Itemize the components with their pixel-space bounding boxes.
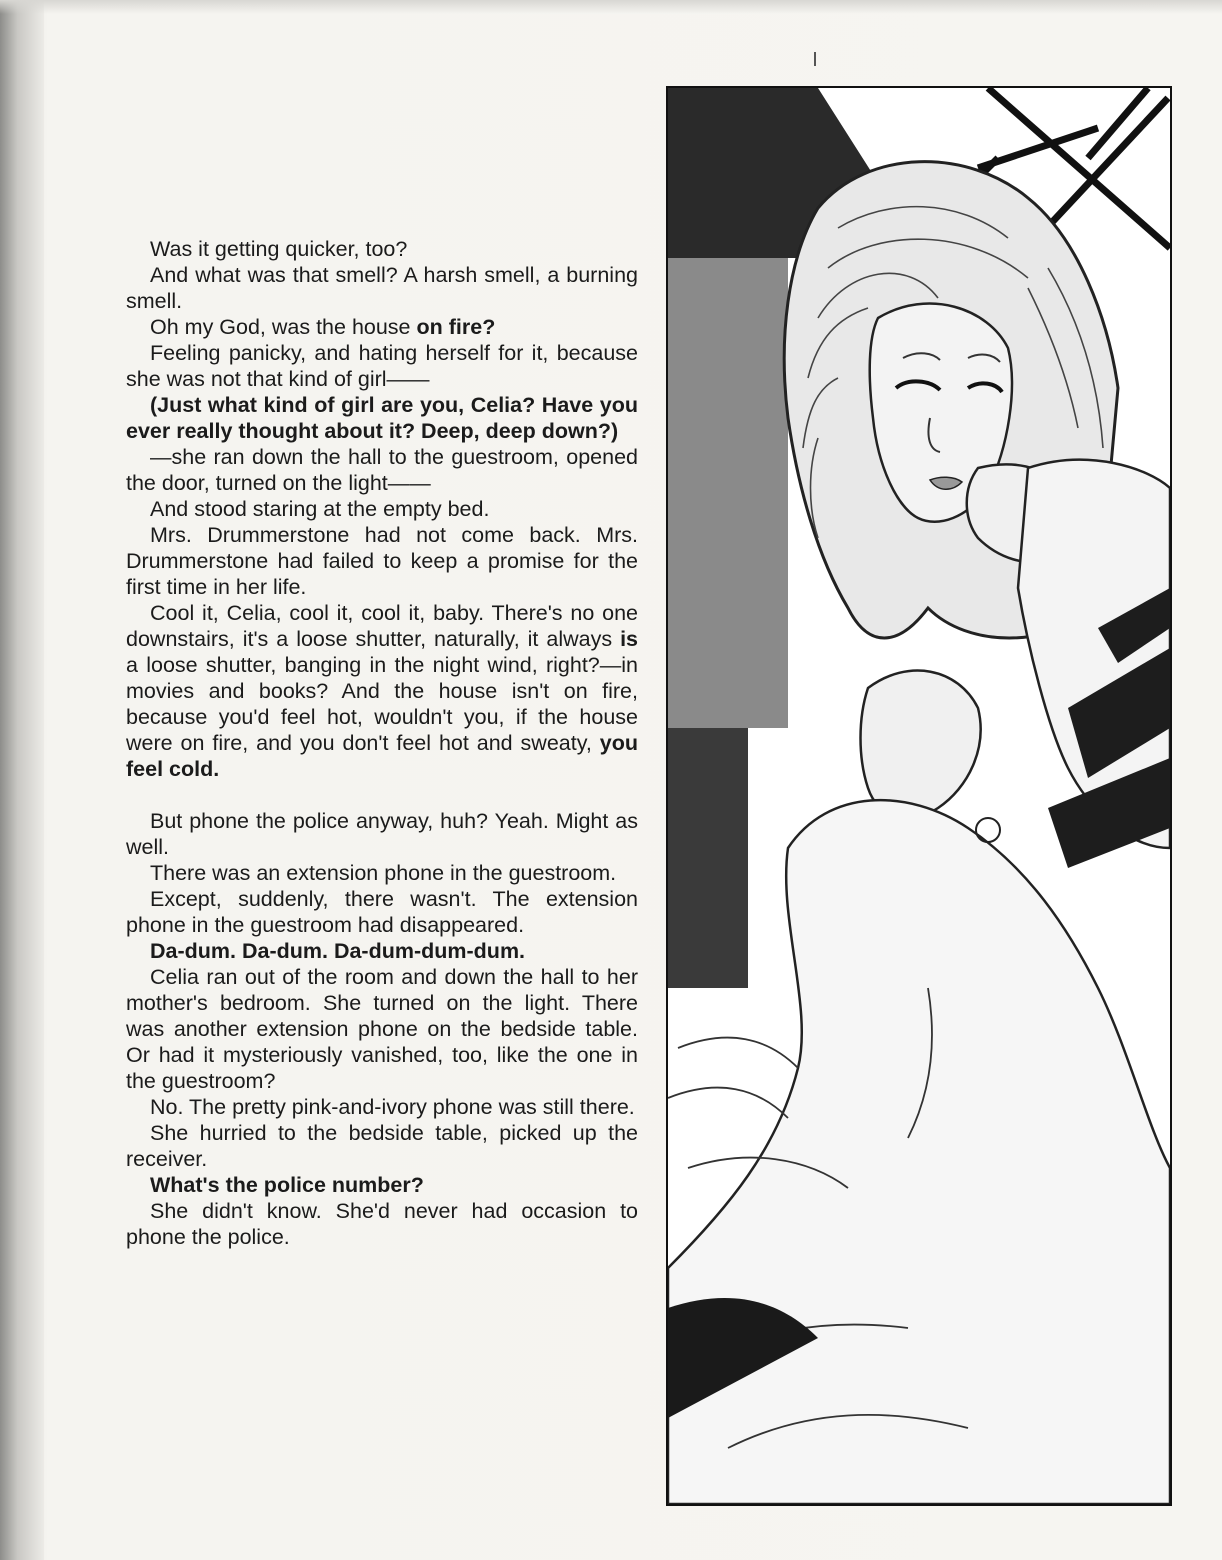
body-text: Was it getting quicker, too? <box>150 237 408 261</box>
story-text-column <box>126 236 638 1250</box>
body-text: And stood staring at the empty bed. <box>150 497 490 521</box>
story-paragraph <box>126 964 638 1094</box>
story-paragraph <box>126 522 638 600</box>
body-text: Feeling panicky, and hating herself for it, because she was not that kind of girl—— <box>126 341 638 391</box>
body-text: She didn't know. She'd never had occasion to phone the police. <box>126 1199 638 1249</box>
body-text: Mrs. Drummerstone had not come back. Mrs. Drummerstone had failed to keep a promise for the first time in her life. <box>126 523 638 599</box>
story-paragraph <box>126 314 638 340</box>
emphasis-text: is <box>620 627 638 651</box>
illustration-drawing <box>668 88 1170 1504</box>
story-paragraph <box>126 262 638 314</box>
body-text: No. The pretty pink-and-ivory phone was still there. <box>150 1095 635 1119</box>
body-text: Cool it, Celia, cool it, cool it, baby. There's no one downstairs, it's a loose shutter, naturally, it always <box>126 601 638 651</box>
story-paragraph <box>126 496 638 522</box>
page-top-edge <box>0 0 1222 14</box>
body-text: Except, suddenly, there wasn't. The extension phone in the guestroom had disappeared. <box>126 887 638 937</box>
emphasis-text: on fire? <box>416 315 496 339</box>
story-paragraph <box>126 600 638 782</box>
body-text: There was an extension phone in the guestroom. <box>150 861 617 885</box>
body-text: a loose shutter, banging in the night wind, right?—in movies and books? And the house isn't on fire, because you'd feel hot, wouldn't you, if the house were on fire, and you don't feel hot and sweaty, <box>126 653 638 755</box>
body-text: —she ran down the hall to the guestroom, opened the door, turned on the light—— <box>126 445 638 495</box>
body-text: But phone the police anyway, huh? Yeah. Might as well. <box>126 809 638 859</box>
story-paragraph <box>126 1198 638 1250</box>
story-paragraph <box>126 340 638 392</box>
story-paragraph <box>126 444 638 496</box>
story-paragraph <box>126 938 638 964</box>
emphasis-text: What's the police number? <box>150 1173 424 1197</box>
story-paragraph <box>126 392 638 444</box>
page-mark <box>814 52 816 66</box>
body-text: Celia ran out of the room and down the hall to her mother's bedroom. She turned on the light. There was another extension phone on the bedside table. Or had it mysteriously vanished, too, like the one in the guestroom? <box>126 965 638 1093</box>
body-text: Oh my God, was the house <box>150 315 417 339</box>
story-paragraph <box>126 886 638 938</box>
body-text: She hurried to the bedside table, picked up the receiver. <box>126 1121 638 1171</box>
comic-illustration <box>666 86 1172 1506</box>
emphasis-text: (Just what kind of girl are you, Celia? Have you ever really thought about it? Deep, deep down?) <box>126 393 638 443</box>
emphasis-text: you feel cold. <box>126 731 638 781</box>
story-paragraph <box>126 808 638 860</box>
book-spine <box>0 0 44 1560</box>
emphasis-text: Da-dum. Da-dum. Da-dum-dum-dum. <box>150 939 526 963</box>
story-paragraph <box>126 236 638 262</box>
story-paragraph <box>126 860 638 886</box>
body-text: And what was that smell? A harsh smell, a burning smell. <box>126 263 638 313</box>
story-paragraph <box>126 1094 638 1120</box>
story-paragraph <box>126 1172 638 1198</box>
story-paragraph <box>126 1120 638 1172</box>
